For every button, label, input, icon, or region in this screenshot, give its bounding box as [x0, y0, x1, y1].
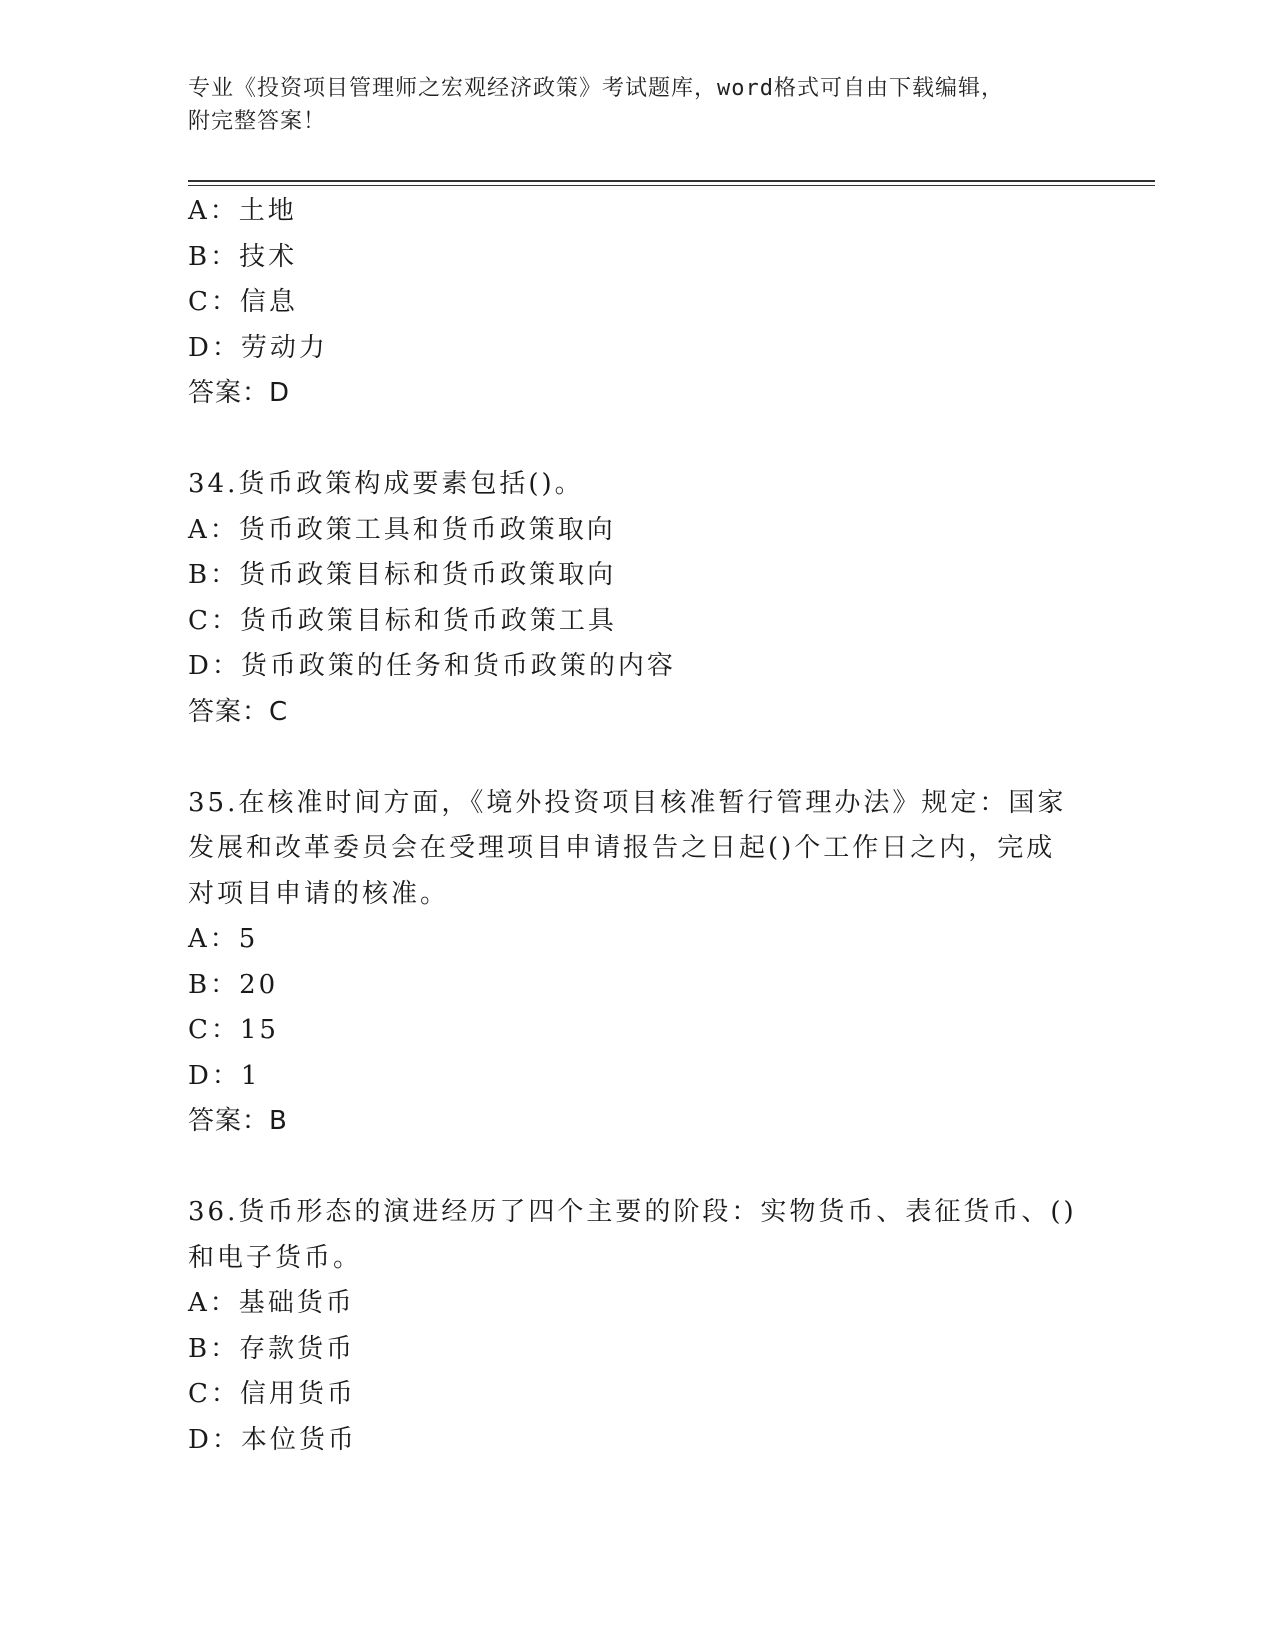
option-d: D：本位货币: [188, 1424, 357, 1455]
option-b: B：20: [188, 969, 279, 1000]
answer-line: 答案：B: [188, 1106, 288, 1136]
spacer: [188, 417, 1088, 463]
question-stem: 和电子货币。: [188, 1242, 363, 1273]
header-line-1: 专业《投资项目管理师之宏观经济政策》考试题库，word格式可自由下载编辑，: [188, 76, 1004, 101]
question-35: [188, 781, 1088, 1145]
option-b: B：存款货币: [188, 1333, 356, 1364]
question-stem: 发展和改革委员会在受理项目申请报告之日起()个工作日之内，完成: [188, 833, 1056, 863]
answer-line: 答案：C: [188, 696, 289, 727]
answer-line: 答案：D: [188, 378, 291, 408]
spacer: [188, 1145, 1088, 1191]
question-stem: 35.在核准时间方面，《境外投资项目核准暂行管理办法》规定：国家: [188, 787, 1067, 818]
question-33: [188, 189, 1088, 417]
option-d: D：货币政策的任务和货币政策的内容: [188, 651, 676, 681]
option-a: A：5: [188, 924, 259, 954]
question-stem: 34.货币政策构成要素包括()。: [188, 469, 584, 499]
option-a: A：土地: [188, 196, 297, 226]
header-divider-thin: [188, 185, 1155, 186]
header-line-2: 附完整答案！: [188, 109, 327, 134]
option-d: D：1: [188, 1060, 261, 1091]
option-a: A：货币政策工具和货币政策取向: [188, 514, 616, 545]
option-b: B：货币政策目标和货币政策取向: [188, 560, 617, 590]
question-stem: 对项目申请的核准。: [188, 878, 450, 909]
spacer: [188, 735, 1088, 781]
option-c: C：信用货币: [188, 1379, 356, 1409]
option-d: D：劳动力: [188, 332, 328, 363]
header-divider-thick: [188, 180, 1155, 182]
question-36: [188, 1190, 1088, 1463]
option-c: C：15: [188, 1015, 279, 1045]
page-header: [188, 72, 1088, 138]
option-b: B：技术: [188, 241, 298, 272]
option-c: C：货币政策目标和货币政策工具: [188, 605, 617, 636]
option-a: A：基础货币: [188, 1288, 355, 1318]
question-list: [188, 189, 1088, 1463]
option-c: C：信息: [188, 287, 298, 317]
question-34: [188, 462, 1088, 735]
question-stem: 36.货币形态的演进经历了四个主要的阶段：实物货币、表征货币、(): [188, 1197, 1077, 1227]
